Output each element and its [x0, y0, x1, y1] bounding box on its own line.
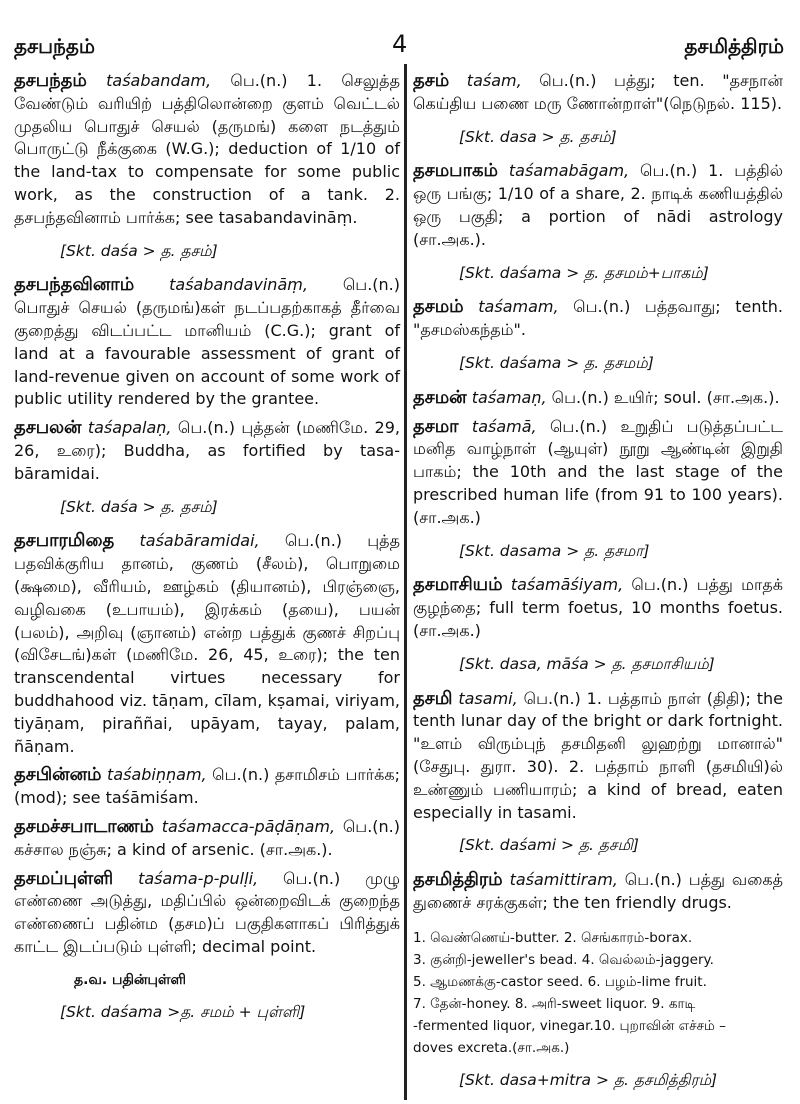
headword: தசமி [413, 687, 453, 709]
etymology: [Skt. dasama > த. தசமா] [459, 541, 650, 560]
column-divider [404, 64, 407, 1100]
etymology: [Skt. daśama >த. சமம் + புள்ளி] [60, 1003, 306, 1022]
etymology: [Skt. daśa > த. தசம்] [60, 497, 218, 516]
etymology: [Skt. daśama > த. தசமம்] [459, 353, 654, 372]
definition: பெ.(n.) 1. பத்தாம் நாள் (திதி); the tenth lunar day of the bright or dark fortnight. "உளம் விரும்புந் தசமிதனி லுஹற்று மானால்" (சேதுபு. துரா. 30). 2. பத்தாம் நாளி (தசமியி)ல் உண்ணும் பணியாரம்; a kind of bread, eaten especially in tasami. [413, 688, 784, 822]
headword: தசமன் [413, 386, 467, 408]
headword: தசமச்சபாடாணம் [14, 815, 155, 837]
headword: தசமம் [413, 296, 464, 318]
headword: தசபாரமிதை [14, 530, 115, 552]
etymology: [Skt. dasa, māśa > த. தசமாசியம்] [459, 654, 715, 673]
transliteration: taśabandam, [106, 71, 212, 90]
definition: பெ.(n.) உறுதிப் படுத்தப்பட்ட மனித வாழ்நாள் (ஆயுள்) நூறு ஆண்டின் இறுதி பாகம்; the 10th and the last stage of the prescribed human life (from 91 to 100 years). (சா.அக.) [413, 416, 783, 527]
dictionary-entry [413, 869, 783, 1091]
etymology: [Skt. dasa+mitra > த. தசமித்திரம்] [459, 1070, 718, 1089]
dictionary-entry [14, 70, 400, 262]
page-header [0, 0, 800, 60]
definition: பெ.(n.) பத்து வகைத் துணைச் சரக்குகள்; the ten friendly drugs. [413, 870, 783, 912]
headword: தசபந்தவினாம் [14, 274, 135, 296]
header-left-guideword: தசபந்தம் [14, 34, 95, 58]
definition: பெ.(n.) முழு எண்ணை அடுத்து, மதிப்பில் ஒன்றைவிடக் குறைந்த எண்ணைப் பதின்ம (தசம)ப் பகுதிகளாகப் பிரித்துக் காட்ட இடப்படும் புள்ளி; decimal point. [14, 868, 401, 956]
transliteration: taśamabāgam, [508, 161, 630, 181]
transliteration: taśabāramidai, [139, 531, 260, 551]
dictionary-entry [14, 274, 400, 411]
dictionary-entry [413, 387, 783, 410]
dictionary-entry [413, 160, 783, 284]
dictionary-entry [14, 417, 400, 518]
definition: பெ.(n.) உயிர்; soul. (சா.அக.). [551, 387, 780, 407]
drug-list-line: 1. வெண்ணெய்-butter. 2. செங்காரம்-borax. [413, 929, 693, 946]
dictionary-entry [413, 574, 783, 675]
definition: பெ.(n.) புத்த பதவிக்குரிய தானம், குணம் (சீலம்), பொறுமை (க்ஷமை), வீரியம், ஊழ்கம் (தியானம்), பிரஞ்ஞை, வழிவகை (உபாயம்), இரக்கம் (தயை), பயன் (பலம்), அறிவு (ஞானம்) என்ற பத்துக் குணச் சிறப்பு (விசேடங்)கள் (மணிமே. 26, 45, உரை); the ten transcendental virtues necessary for buddhahood viz. tāṇam, cīlam, kṣamai, viriyam, tiyāṇam, piraññai, upāyam, tayay, palam, ñāṇam. [14, 531, 401, 756]
transliteration: taśamittiram, [509, 870, 618, 890]
dictionary-entry [14, 868, 400, 1025]
drug-list-line: -fermented liquor, vinegar.10. புறாவின் எச்சம் – [413, 1017, 726, 1034]
dictionary-entry [413, 296, 783, 374]
transliteration: taśabiṇṇam, [107, 765, 207, 785]
transliteration: taśabandavināṃ, [169, 275, 308, 295]
dictionary-entry [14, 764, 400, 810]
transliteration: taśam, [466, 71, 522, 90]
drug-list [413, 927, 783, 1059]
transliteration: taśapalaṇ, [87, 418, 172, 438]
definition: பெ.(n.) 1. பத்தில் ஒரு பங்கு; 1/10 of a share, 2. நாடிக் கணியத்தில் ஒரு பகுதி; a portion of nādi astrology (சா.அக.). [413, 161, 783, 249]
drug-list-line: 5. ஆமணக்கு-castor seed. 6. பழம்-lime fruit. [413, 973, 707, 990]
definition: பெ.(n.) தசாமிசம் பார்க்க; (mod); see taśāmiśam. [14, 765, 400, 808]
headword: தசமப்புள்ளி [14, 867, 114, 889]
transliteration: taśama-p-pulḷi, [138, 868, 259, 888]
headword: தசபலன் [14, 417, 82, 439]
etymology: [Skt. daśama > த. தசமம்+பாகம்] [459, 263, 709, 282]
dictionary-entry [14, 530, 400, 758]
definition: பெ.(n.) புத்தன் (மணிமே. 29, 26, உரை); Buddha, as fortified by tasa-bāramidai. [14, 418, 401, 483]
definition: பெ.(n.) பத்து மாதக் குழந்தை; full term foetus, 10 months foetus. (சா.அக.) [413, 575, 783, 640]
headword: தசமபாகம் [413, 160, 498, 182]
transliteration: taśamaṇ, [471, 387, 547, 407]
header-right-guideword: தசமித்திரம் [684, 34, 784, 58]
definition: பெ.(n.) பொதுச் செயல் (தருமங்)கள் நடப்பதற்காகத் தீர்வை குறைத்து விடப்பட்ட மானியம் (C.G.); grant of land at a favourable assessment of grant of land-revenue given on account of some work of public utility rendered by the grantee. [14, 275, 400, 409]
definition: பெ.(n.) 1. செலுத்த வேண்டும் வரியிற் பத்திலொன்றை குளம் வெட்டல் முதலிய பொதுச் செயல் (தருமங்) களை நடத்தும் பொருட்டு நீக்குகை (W.G.); deduction of 1/10 of the land-tax to compensate for some public work, as the construction of a tank. 2. தசபந்தவினாம் பார்க்க; see tasabandavināṃ. [14, 71, 400, 227]
tamil-equivalent: த.வ. பதின்புள்ளி [74, 971, 187, 988]
transliteration: taśamā, [471, 416, 537, 436]
transliteration: tasami, [458, 688, 518, 708]
left-column [14, 70, 400, 1036]
page-number: 4 [392, 30, 408, 58]
definition: பெ.(n.) பத்து; ten. "தசநான் கெய்திய பணை மரு ணோன்றாள்"(நெடுநல். 115). [413, 71, 783, 113]
drug-list-line: doves excreta.(சா.அக.) [413, 1039, 570, 1056]
dictionary-entry [14, 816, 400, 862]
transliteration: taśamāśiyam, [510, 575, 624, 595]
etymology: [Skt. daśami > த. தசமி] [459, 836, 639, 855]
headword: தசபந்தம் [14, 70, 87, 91]
drug-list-line: 7. தேன்-honey. 8. அரி-sweet liquor. 9. காடி [413, 995, 696, 1012]
definition: பெ.(n.) கச்சால நஞ்சு; a kind of arsenic. (சா.அக.). [14, 816, 400, 859]
dictionary-entry [413, 688, 783, 858]
headword: தசபின்னம் [14, 764, 102, 786]
etymology: [Skt. dasa > த. தசம்] [459, 127, 617, 146]
headword: தசமித்திரம் [413, 869, 503, 891]
drug-list-line: 3. குன்றி-jeweller's bead. 4. வெல்லம்-jaggery. [413, 951, 714, 968]
headword: தசம் [413, 70, 450, 91]
etymology: [Skt. daśa > த. தசம்] [60, 241, 218, 260]
definition: பெ.(n.) பத்தவாது; tenth. "தசமஸ்கந்தம்". [413, 297, 783, 340]
headword: தசமாசியம் [413, 574, 503, 596]
right-column [413, 70, 783, 1104]
transliteration: taśamacca-pāḍāṇam, [161, 816, 336, 836]
headword: தசமா [413, 415, 459, 437]
transliteration: taśamam, [478, 297, 559, 317]
dictionary-entry [413, 416, 783, 563]
dictionary-entry [413, 70, 783, 148]
